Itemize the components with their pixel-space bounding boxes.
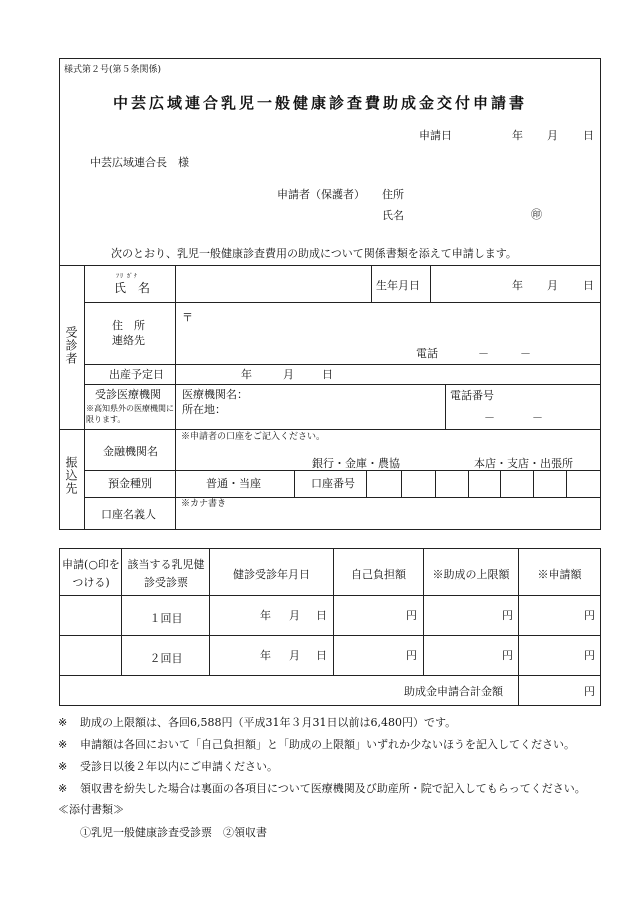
seal-mark: ㊞ bbox=[531, 208, 542, 221]
bank-note: ※申請者の口座をご記入ください。 bbox=[181, 432, 326, 442]
form-title: 中芸広域連合乳児一般健康診査費助成金交付申請書 bbox=[113, 94, 528, 112]
contact-label: 連絡先 bbox=[112, 334, 145, 347]
header-ticket: 該当する乳児健診受診票 bbox=[127, 558, 205, 589]
bank-label: 金融機関名 bbox=[103, 445, 158, 458]
intro-text: 次のとおり、乳児一般健康診査費用の助成について関係書類を添えて申請します。 bbox=[111, 247, 517, 260]
birth-label: 生年月日 bbox=[376, 279, 420, 292]
clinic-note: ※高知県外の医療機関に限ります。 bbox=[86, 404, 174, 424]
clinic-name-label: 医療機関名： bbox=[182, 388, 248, 401]
section-transfer: 振込先 bbox=[64, 456, 78, 495]
holder-note: ※カナ書き bbox=[181, 499, 227, 509]
due-date-label: 出産予定日 bbox=[109, 368, 164, 381]
attachments-items: ①乳児一般健康診査受診票 ②領収書 bbox=[80, 826, 267, 839]
name-ruby: ﾌﾘ ｶﾞﾅ bbox=[116, 273, 138, 280]
note-limit: 助成の上限額は、各回6,588円（平成31年３月31日以前は6,480円）です。 bbox=[80, 716, 457, 729]
section-patient: 受診者 bbox=[64, 326, 78, 365]
total-yen: 円 bbox=[584, 685, 595, 698]
note-deadline: 受診日以後２年以内にご申請ください。 bbox=[80, 760, 278, 773]
patient-name-field[interactable] bbox=[178, 268, 368, 300]
header-limit: ※助成の上限額 bbox=[432, 568, 510, 581]
header-apply: 申請(○印をつける) bbox=[62, 558, 120, 589]
phone-label: 電話 bbox=[416, 347, 438, 360]
note-receipt: 領収書を紛失した場合は裏面の各項目について医療機関及び助産所・院で記入してもらってください。 bbox=[80, 782, 586, 795]
addressee: 中芸広域連合長 様 bbox=[90, 156, 189, 169]
bank-types: 銀行・金庫・農協 bbox=[312, 457, 400, 470]
address-label: 住 所 bbox=[112, 319, 145, 332]
apply-mark-cell[interactable] bbox=[61, 597, 120, 634]
deposit-type-label: 預金種別 bbox=[108, 477, 152, 490]
total-label: 助成金申請合計金額 bbox=[404, 685, 503, 698]
account-number-label: 口座番号 bbox=[311, 477, 355, 490]
clinic-phone-label: 電話番号 bbox=[450, 389, 494, 402]
header-claim: ※申請額 bbox=[537, 568, 582, 581]
clinic-location-label: 所在地： bbox=[182, 403, 226, 416]
clinic-label: 受診医療機関 bbox=[95, 388, 161, 401]
form-number: 様式第２号(第５条関係) bbox=[64, 65, 162, 75]
header-date: 健診受診年月日 bbox=[233, 568, 310, 581]
apply-mark-cell[interactable] bbox=[61, 637, 120, 674]
postal-mark: 〒 bbox=[182, 311, 193, 324]
deposit-type-options: 普通・当座 bbox=[206, 477, 261, 490]
name-label: 氏 名 bbox=[114, 281, 151, 295]
note-claim: 申請額は各回において「自己負担額」と「助成の上限額」いずれか少ないほうを記入してください。 bbox=[80, 738, 575, 751]
branch-types: 本店・支店・出張所 bbox=[474, 457, 573, 470]
holder-label: 口座名義人 bbox=[101, 508, 156, 521]
header-self-pay: 自己負担額 bbox=[351, 568, 406, 581]
attachments-title: ≪添付書類≫ bbox=[58, 803, 124, 816]
